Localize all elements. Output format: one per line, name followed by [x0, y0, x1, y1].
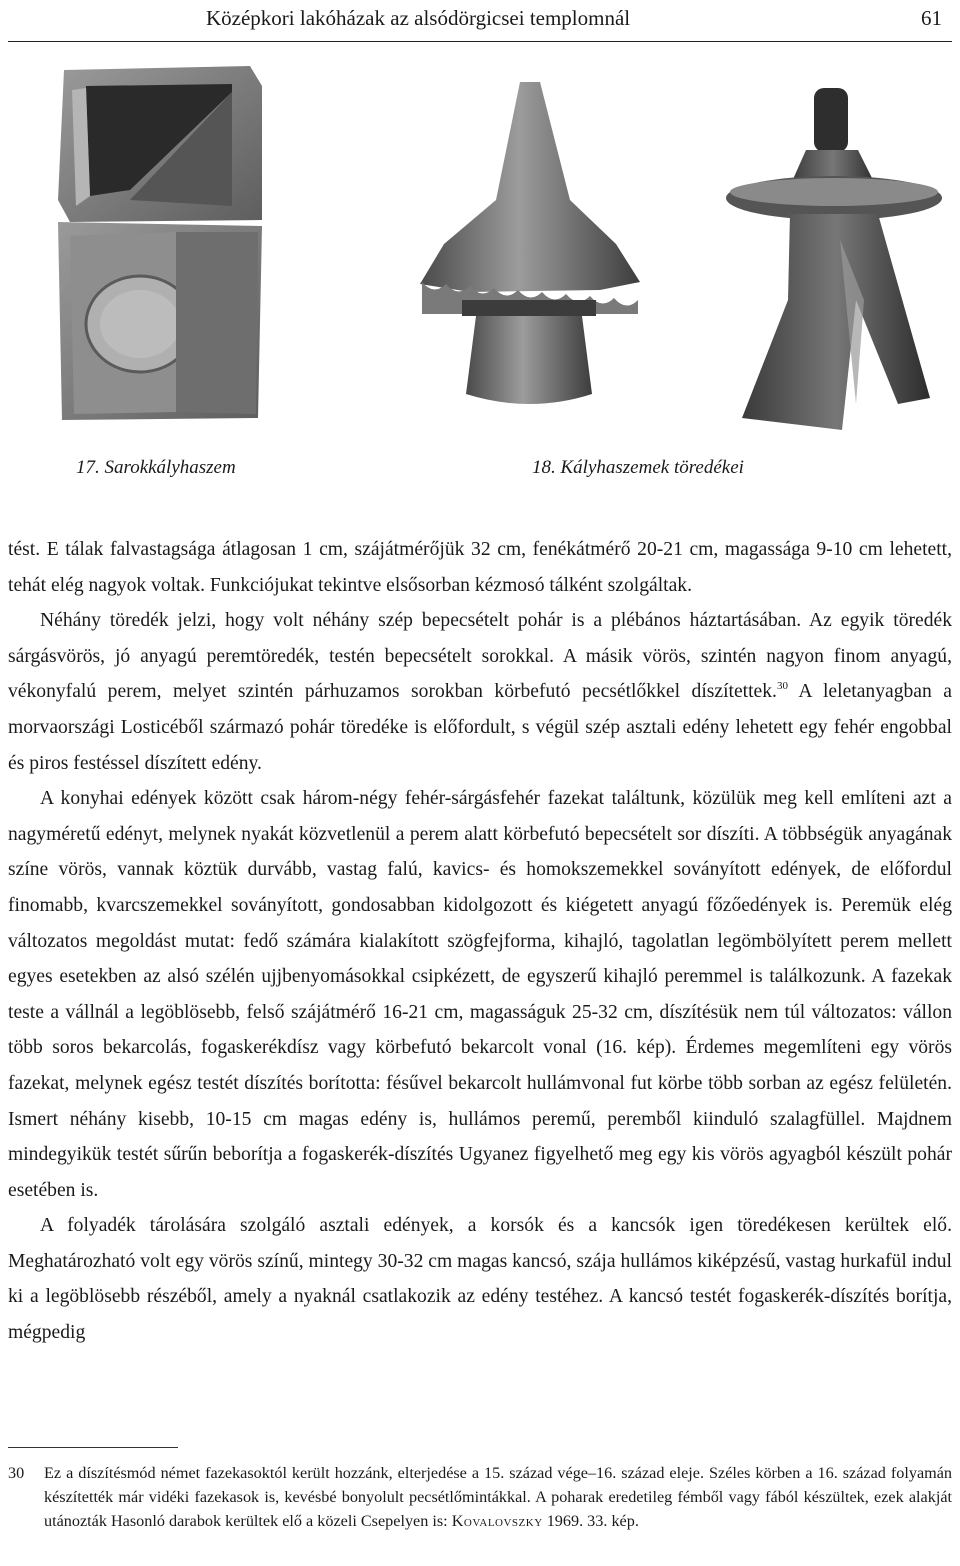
- figure-17-caption: 17. Sarokkályhaszem: [76, 457, 236, 478]
- footnote-text: Ez a díszítésmód német fazekasoktól került hozzánk, elterjedése a 15. század vége–16. század eleje. Széles körben a 16. század folyamán készítették már vidéki fazekasok is, kevésbé bonyolult pecsétlőmintákkal. A poharak eredetileg fémből vagy fából készültek, ezek alakját utánozták Hasonló darabok kerültek elő a közeli Csepelyen is: Kovalovszky 1969. 33. kép.: [44, 1464, 952, 1530]
- running-header: [14, 0, 946, 36]
- running-title: Középkori lakóházak az alsódörgicsei templomnál: [206, 5, 631, 30]
- cited-author: Kovalovszky: [451, 1512, 543, 1530]
- footnote-number: 30: [8, 1464, 25, 1482]
- figure-18-caption: 18. Kályhaszemek töredékei: [532, 457, 744, 478]
- figure-photographs: [0, 56, 960, 446]
- main-text: [8, 532, 952, 1351]
- page-number: 61: [921, 5, 942, 30]
- corner-stove-tile-photo: [58, 66, 262, 420]
- paragraph: A folyadék tárolására szolgáló asztali edények, a korsók és a kancsók igen töredékesen kerültek elő. Meghatározható volt egy vörös színű, mintegy 30-32 cm magas kancsó, szája hullámos kiképzésű, vastag hurkafül indul ki a legöblösebb részéből, amely a nyaknál csatlakozik az edény testéhez. A kancsó testét fogaskerék-díszítés borítja, mégpedig: [8, 1215, 952, 1344]
- footnote-reference[interactable]: 30: [776, 680, 788, 693]
- paragraph: tést. E tálak falvastagsága átlagosan 1 cm, szájátmérőjük 32 cm, fenékátmérő 20-21 cm, magassága 9-10 cm lehetett, tehát elég nagyok voltak. Funkciójukat tekintve elsősorban kézmosó tálként szolgáltak.: [8, 539, 952, 596]
- paragraph: Néhány töredék jelzi, hogy volt néhány szép bepecsételt pohár is a plébános háztartásában. Az egyik töredék sárgásvörös, jó anyagú peremtöredék, testén bepecsételt sorokkal. A másik vörös, szintén nagyon finom anyagú, vékonyfalú perem, melyet szintén párhuzamos sorokban körbefutó pecsétlőkkel díszítettek.$^{30}$ A leletanyagban a morvaországi Losticéből származó pohár töredéke is előfordult, s végül szép asztali edény lehetett egy fehér engobbal és piros festéssel díszített edény.: [8, 610, 952, 774]
- footnote-rule: [8, 1447, 178, 1448]
- stove-tile-fragment-left-photo: [420, 82, 640, 404]
- header-rule: [8, 41, 952, 42]
- paragraph: A konyhai edények között csak három-négy fehér-sárgásfehér fazekat találtunk, közülük meg kell említeni azt a nagyméretű edényt, melynek nyakát közvetlenül a perem alatt körbefutó bepecsételt sor díszíti. A többségük anyagának színe vörös, vannak köztük durvább, vastag falú, kavics- és homokszemekkel soványított edények, de előfordul finomabb, kvarcszemekkel soványított, gondosabban kidolgozott és kiégetett anyagú főzőedények is. Peremük elég változatos megoldást mutat: fedő számára kialakított szögfejforma, kihajló, tagolatlan legömbölyített perem mellett egyes esetekben az alsó szélén ujjbenyomásokkal csipkézett, de egyszerű kihajló peremmel is találkozunk. A fazekak teste a vállnál a legöblösebb, felső szájátmérő 16-21 cm, magasságuk 25-32 cm, díszítésük nem túl változatos: vállon több soros bekarcolás, fogaskerékdísz vagy körbefutó bekarcolt vonal (16. kép). Érdemes megemlíteni egy vörös fazekat, melynek egész testét díszítés borította: fésűvel bekarcolt hullámvonal fut körbe több sorban az egész felületén. Ismert néhány kisebb, 10-15 cm magas edény is, hullámos peremű, peremből kiinduló szalagfüllel. Majdnem mindegyikük testét sűrűn beborítja a fogaskerék-díszítés Ugyanez figyelhető meg egy kis vörös agyagból készült pohár esetében is.: [8, 788, 952, 1201]
- stove-tile-fragment-right-photo: [726, 88, 942, 430]
- footnote-30: [8, 1461, 952, 1533]
